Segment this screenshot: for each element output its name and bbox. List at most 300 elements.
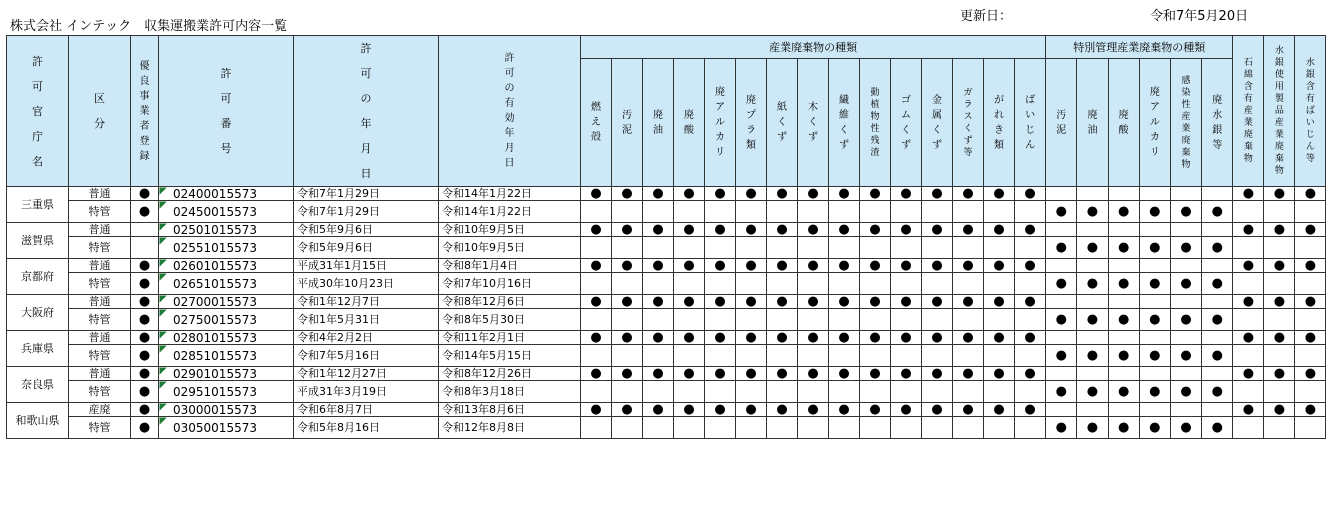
- industrial-mark: [922, 201, 953, 223]
- header-industrial-type: [767, 59, 798, 187]
- prefecture-name: 和歌山県: [7, 403, 69, 439]
- header-industrial-type-label: 繊 維 く ず: [839, 94, 849, 151]
- industrial-mark: [705, 345, 736, 367]
- industrial-mark: ●: [581, 187, 612, 201]
- industrial-mark: [953, 381, 984, 403]
- special-mark: [1108, 331, 1139, 345]
- industrial-mark: [767, 201, 798, 223]
- header-industrial-type: [674, 59, 705, 187]
- industrial-mark: ●: [767, 187, 798, 201]
- industrial-mark: [798, 237, 829, 259]
- industrial-mark: [705, 273, 736, 295]
- extra-mark: ●: [1295, 259, 1326, 273]
- industrial-mark: ●: [674, 259, 705, 273]
- header-industrial-type: [922, 59, 953, 187]
- industrial-mark: [674, 345, 705, 367]
- table-row: [7, 273, 1326, 295]
- table-row: [7, 345, 1326, 367]
- industrial-mark: ●: [922, 295, 953, 309]
- special-mark: ●: [1108, 273, 1139, 295]
- industrial-mark: ●: [922, 367, 953, 381]
- table-row: [7, 201, 1326, 223]
- table-row: [7, 309, 1326, 331]
- extra-mark: ●: [1295, 403, 1326, 417]
- category-cell: 普通: [69, 187, 131, 201]
- permit-date-cell: 平成31年1月15日: [294, 259, 439, 273]
- industrial-mark: [922, 381, 953, 403]
- industrial-mark: ●: [643, 223, 674, 237]
- extra-mark: [1295, 381, 1326, 403]
- industrial-mark: [674, 273, 705, 295]
- industrial-mark: ●: [798, 331, 829, 345]
- extra-mark: ●: [1264, 187, 1295, 201]
- table-row: [7, 259, 1326, 273]
- special-mark: ●: [1108, 345, 1139, 367]
- industrial-mark: ●: [922, 259, 953, 273]
- industrial-mark: [798, 381, 829, 403]
- industrial-mark: ●: [643, 331, 674, 345]
- industrial-mark: [643, 345, 674, 367]
- industrial-mark: ●: [581, 259, 612, 273]
- extra-mark: ●: [1295, 367, 1326, 381]
- industrial-mark: [1015, 309, 1046, 331]
- extra-mark: [1264, 381, 1295, 403]
- header-industrial-type: [705, 59, 736, 187]
- header-extra-type-label: 石 綿 含 有 産 業 廃 棄 物: [1243, 58, 1253, 164]
- header-special-type-label: 廃 水 銀 等: [1212, 94, 1223, 151]
- table-row: [7, 237, 1326, 259]
- industrial-mark: ●: [953, 295, 984, 309]
- industrial-mark: ●: [891, 331, 922, 345]
- special-mark: ●: [1139, 381, 1170, 403]
- industrial-mark: [705, 417, 736, 439]
- industrial-mark: ●: [736, 367, 767, 381]
- prefecture-name: 大阪府: [7, 295, 69, 331]
- industrial-mark: ●: [860, 367, 891, 381]
- industrial-mark: ●: [612, 259, 643, 273]
- extra-mark: [1233, 201, 1264, 223]
- header-industrial-type-label: 動 植 物 性 残 渣: [870, 87, 880, 158]
- industrial-mark: ●: [984, 223, 1015, 237]
- industrial-mark: [953, 345, 984, 367]
- header-authority-label: 許 可 官 庁 名: [32, 54, 43, 168]
- header-industrial-type: [736, 59, 767, 187]
- permit-table: [6, 35, 1326, 439]
- industrial-mark: ●: [829, 367, 860, 381]
- industrial-mark: [891, 417, 922, 439]
- excellent-mark: ●: [131, 187, 159, 201]
- industrial-mark: ●: [1015, 223, 1046, 237]
- extra-mark: ●: [1264, 259, 1295, 273]
- industrial-mark: ●: [891, 403, 922, 417]
- industrial-mark: ●: [736, 187, 767, 201]
- industrial-mark: [891, 345, 922, 367]
- special-mark: [1077, 331, 1108, 345]
- special-mark: [1202, 187, 1233, 201]
- category-cell: 普通: [69, 223, 131, 237]
- special-mark: [1108, 223, 1139, 237]
- permit-date-cell: 令和5年9月6日: [294, 223, 439, 237]
- header-special-type-label: 汚 泥: [1056, 109, 1067, 136]
- permit-number-cell: 02551015573: [159, 237, 294, 259]
- header-permit-date: [294, 36, 439, 187]
- special-mark: ●: [1139, 201, 1170, 223]
- table-row: [7, 295, 1326, 309]
- industrial-mark: [860, 201, 891, 223]
- special-mark: [1077, 367, 1108, 381]
- header-special-type: [1202, 59, 1233, 187]
- industrial-mark: [953, 237, 984, 259]
- industrial-mark: ●: [705, 295, 736, 309]
- extra-mark: [1295, 345, 1326, 367]
- special-mark: [1170, 331, 1201, 345]
- industrial-mark: [984, 237, 1015, 259]
- industrial-mark: [1015, 345, 1046, 367]
- prefecture-name: 京都府: [7, 259, 69, 295]
- industrial-mark: ●: [736, 223, 767, 237]
- industrial-mark: ●: [984, 259, 1015, 273]
- industrial-mark: [798, 345, 829, 367]
- special-mark: ●: [1077, 273, 1108, 295]
- special-mark: ●: [1139, 417, 1170, 439]
- header-category-label: 区 分: [94, 92, 105, 130]
- industrial-mark: [829, 381, 860, 403]
- industrial-mark: [643, 273, 674, 295]
- category-cell: 普通: [69, 295, 131, 309]
- industrial-mark: ●: [705, 331, 736, 345]
- industrial-mark: [767, 273, 798, 295]
- table-row: [7, 187, 1326, 201]
- industrial-mark: ●: [891, 187, 922, 201]
- header-valid-date: [439, 36, 581, 187]
- industrial-mark: ●: [953, 403, 984, 417]
- special-mark: ●: [1202, 237, 1233, 259]
- special-mark: ●: [1077, 201, 1108, 223]
- special-mark: ●: [1046, 273, 1077, 295]
- industrial-mark: ●: [798, 295, 829, 309]
- permit-number-cell: 02501015573: [159, 223, 294, 237]
- industrial-mark: ●: [643, 259, 674, 273]
- industrial-mark: ●: [643, 367, 674, 381]
- permit-date-cell: 令和1年12月7日: [294, 295, 439, 309]
- excellent-mark: ●: [131, 331, 159, 345]
- industrial-mark: [860, 273, 891, 295]
- special-mark: [1108, 259, 1139, 273]
- industrial-mark: [705, 309, 736, 331]
- industrial-mark: ●: [581, 367, 612, 381]
- industrial-mark: [891, 201, 922, 223]
- industrial-mark: [829, 345, 860, 367]
- special-mark: ●: [1202, 381, 1233, 403]
- header-industrial-type: [984, 59, 1015, 187]
- industrial-mark: [767, 381, 798, 403]
- industrial-mark: ●: [581, 295, 612, 309]
- special-mark: [1170, 223, 1201, 237]
- industrial-mark: ●: [891, 223, 922, 237]
- industrial-mark: ●: [736, 403, 767, 417]
- table-row: [7, 417, 1326, 439]
- special-mark: ●: [1139, 309, 1170, 331]
- permit-number-cell: 03000015573: [159, 403, 294, 417]
- permit-number-cell: 02801015573: [159, 331, 294, 345]
- special-mark: [1046, 187, 1077, 201]
- industrial-mark: [674, 309, 705, 331]
- industrial-mark: [736, 417, 767, 439]
- industrial-mark: [612, 345, 643, 367]
- table-row: [7, 223, 1326, 237]
- category-cell: 特管: [69, 417, 131, 439]
- industrial-mark: [829, 273, 860, 295]
- extra-mark: [1264, 417, 1295, 439]
- special-mark: [1046, 295, 1077, 309]
- special-mark: [1077, 187, 1108, 201]
- industrial-mark: ●: [767, 295, 798, 309]
- special-mark: [1077, 223, 1108, 237]
- industrial-mark: ●: [922, 223, 953, 237]
- industrial-mark: ●: [829, 331, 860, 345]
- industrial-mark: [953, 201, 984, 223]
- category-cell: 普通: [69, 367, 131, 381]
- industrial-mark: ●: [767, 331, 798, 345]
- excellent-mark: ●: [131, 309, 159, 331]
- industrial-mark: ●: [1015, 367, 1046, 381]
- valid-date-cell: 令和8年12月26日: [439, 367, 581, 381]
- header-industrial-type: [953, 59, 984, 187]
- header-special-type: [1108, 59, 1139, 187]
- extra-mark: [1264, 345, 1295, 367]
- extra-mark: [1295, 309, 1326, 331]
- industrial-mark: [829, 417, 860, 439]
- industrial-mark: [891, 237, 922, 259]
- extra-mark: ●: [1233, 367, 1264, 381]
- permit-date-cell: 令和7年5月16日: [294, 345, 439, 367]
- extra-mark: ●: [1264, 367, 1295, 381]
- header-special-type-label: 廃 油: [1087, 109, 1098, 136]
- industrial-mark: ●: [612, 295, 643, 309]
- industrial-mark: ●: [953, 331, 984, 345]
- special-mark: ●: [1202, 273, 1233, 295]
- header-group-special: 特別管理産業廃棄物の種類: [1046, 36, 1233, 59]
- extra-mark: [1264, 309, 1295, 331]
- page-title: 株式会社 インテック 収集運搬業許可内容一覧: [10, 19, 288, 34]
- extra-mark: ●: [1295, 331, 1326, 345]
- industrial-mark: [1015, 201, 1046, 223]
- header-special-type-label: 廃 ア ル カ リ: [1149, 87, 1160, 158]
- prefecture-name: 奈良県: [7, 367, 69, 403]
- special-mark: ●: [1139, 345, 1170, 367]
- special-mark: [1046, 367, 1077, 381]
- header-extra-type-label: 水 銀 使 用 製 品 産 業 廃 棄 物: [1274, 46, 1284, 176]
- industrial-mark: [922, 345, 953, 367]
- permit-number-cell: 02851015573: [159, 345, 294, 367]
- special-mark: ●: [1108, 309, 1139, 331]
- category-cell: 特管: [69, 237, 131, 259]
- industrial-mark: [767, 309, 798, 331]
- extra-mark: ●: [1264, 295, 1295, 309]
- prefecture-name: 滋賀県: [7, 223, 69, 259]
- special-mark: [1108, 295, 1139, 309]
- industrial-mark: ●: [829, 259, 860, 273]
- valid-date-cell: 令和14年1月22日: [439, 201, 581, 223]
- permit-number-cell: 03050015573: [159, 417, 294, 439]
- special-mark: ●: [1108, 417, 1139, 439]
- category-cell: 普通: [69, 259, 131, 273]
- industrial-mark: [612, 273, 643, 295]
- industrial-mark: ●: [767, 403, 798, 417]
- industrial-mark: [798, 201, 829, 223]
- industrial-mark: [581, 201, 612, 223]
- category-cell: 普通: [69, 331, 131, 345]
- industrial-mark: [767, 345, 798, 367]
- updated-date: 令和7年5月20日: [1150, 9, 1249, 24]
- extra-mark: [1233, 381, 1264, 403]
- industrial-mark: [674, 381, 705, 403]
- special-mark: [1077, 259, 1108, 273]
- industrial-mark: ●: [705, 223, 736, 237]
- special-mark: ●: [1170, 237, 1201, 259]
- industrial-mark: [643, 309, 674, 331]
- extra-mark: [1233, 273, 1264, 295]
- extra-mark: [1295, 417, 1326, 439]
- permit-number-cell: 02951015573: [159, 381, 294, 403]
- special-mark: ●: [1139, 273, 1170, 295]
- category-cell: 産廃: [69, 403, 131, 417]
- industrial-mark: [953, 309, 984, 331]
- permit-date-cell: 令和1年12月27日: [294, 367, 439, 381]
- permit-date-cell: 令和6年8月7日: [294, 403, 439, 417]
- header-valid-date-label: 許 可 の 有 効 年 月 日: [504, 53, 515, 169]
- special-mark: ●: [1170, 273, 1201, 295]
- industrial-mark: [860, 417, 891, 439]
- industrial-mark: ●: [674, 295, 705, 309]
- special-mark: ●: [1108, 381, 1139, 403]
- industrial-mark: ●: [612, 403, 643, 417]
- extra-mark: [1295, 273, 1326, 295]
- industrial-mark: [860, 237, 891, 259]
- header-special-type: [1139, 59, 1170, 187]
- header-authority: [7, 36, 69, 187]
- permit-date-cell: 令和7年1月29日: [294, 201, 439, 223]
- special-mark: ●: [1202, 345, 1233, 367]
- header-excellent-label: 優 良 事 業 者 登 録: [139, 60, 150, 162]
- category-cell: 特管: [69, 309, 131, 331]
- special-mark: ●: [1077, 345, 1108, 367]
- industrial-mark: ●: [984, 367, 1015, 381]
- special-mark: [1108, 367, 1139, 381]
- industrial-mark: ●: [798, 403, 829, 417]
- valid-date-cell: 令和12年8月8日: [439, 417, 581, 439]
- industrial-mark: [798, 417, 829, 439]
- special-mark: [1139, 259, 1170, 273]
- industrial-mark: [736, 381, 767, 403]
- special-mark: ●: [1139, 237, 1170, 259]
- industrial-mark: [705, 237, 736, 259]
- industrial-mark: ●: [581, 331, 612, 345]
- industrial-mark: ●: [674, 223, 705, 237]
- industrial-mark: [984, 201, 1015, 223]
- valid-date-cell: 令和14年1月22日: [439, 187, 581, 201]
- industrial-mark: ●: [643, 295, 674, 309]
- permit-number-cell: 02901015573: [159, 367, 294, 381]
- industrial-mark: ●: [1015, 187, 1046, 201]
- industrial-mark: ●: [922, 403, 953, 417]
- industrial-mark: ●: [984, 331, 1015, 345]
- header-industrial-type-label: 廃 酸: [684, 109, 694, 136]
- prefecture-name: 兵庫県: [7, 331, 69, 367]
- industrial-mark: [736, 273, 767, 295]
- special-mark: [1139, 331, 1170, 345]
- header-industrial-type-label: 廃 油: [653, 109, 663, 136]
- special-mark: ●: [1170, 381, 1201, 403]
- header-industrial-type-label: が れ き 類: [994, 94, 1004, 151]
- industrial-mark: [984, 381, 1015, 403]
- industrial-mark: [674, 417, 705, 439]
- extra-mark: [1233, 309, 1264, 331]
- industrial-mark: ●: [767, 367, 798, 381]
- industrial-mark: [953, 417, 984, 439]
- industrial-mark: [984, 309, 1015, 331]
- valid-date-cell: 令和10年9月5日: [439, 223, 581, 237]
- special-mark: ●: [1077, 309, 1108, 331]
- industrial-mark: [1015, 417, 1046, 439]
- special-mark: [1046, 403, 1077, 417]
- industrial-mark: ●: [612, 223, 643, 237]
- industrial-mark: [736, 237, 767, 259]
- industrial-mark: [922, 309, 953, 331]
- industrial-mark: ●: [829, 295, 860, 309]
- valid-date-cell: 令和8年3月18日: [439, 381, 581, 403]
- excellent-mark: ●: [131, 381, 159, 403]
- header-industrial-type-label: 木 く ず: [808, 102, 818, 143]
- extra-mark: ●: [1233, 295, 1264, 309]
- header-industrial-type-label: 燃 え 殻: [591, 102, 601, 143]
- special-mark: ●: [1046, 417, 1077, 439]
- industrial-mark: ●: [860, 223, 891, 237]
- special-mark: [1202, 223, 1233, 237]
- industrial-mark: ●: [829, 223, 860, 237]
- industrial-mark: ●: [953, 223, 984, 237]
- excellent-mark: ●: [131, 403, 159, 417]
- industrial-mark: ●: [736, 295, 767, 309]
- industrial-mark: [643, 201, 674, 223]
- industrial-mark: ●: [860, 295, 891, 309]
- industrial-mark: [612, 309, 643, 331]
- industrial-mark: [612, 237, 643, 259]
- permit-number-cell: 02700015573: [159, 295, 294, 309]
- industrial-mark: [643, 237, 674, 259]
- excellent-mark: ●: [131, 273, 159, 295]
- industrial-mark: ●: [581, 403, 612, 417]
- industrial-mark: ●: [1015, 331, 1046, 345]
- category-cell: 特管: [69, 201, 131, 223]
- special-mark: [1170, 403, 1201, 417]
- industrial-mark: ●: [829, 187, 860, 201]
- header-industrial-type: [643, 59, 674, 187]
- header-special-type: [1077, 59, 1108, 187]
- extra-mark: ●: [1233, 331, 1264, 345]
- special-mark: [1046, 223, 1077, 237]
- industrial-mark: ●: [798, 367, 829, 381]
- industrial-mark: ●: [612, 187, 643, 201]
- extra-mark: ●: [1295, 187, 1326, 201]
- category-cell: 特管: [69, 381, 131, 403]
- industrial-mark: ●: [984, 403, 1015, 417]
- industrial-mark: [984, 273, 1015, 295]
- special-mark: [1170, 367, 1201, 381]
- industrial-mark: ●: [674, 187, 705, 201]
- special-mark: ●: [1046, 345, 1077, 367]
- special-mark: [1108, 403, 1139, 417]
